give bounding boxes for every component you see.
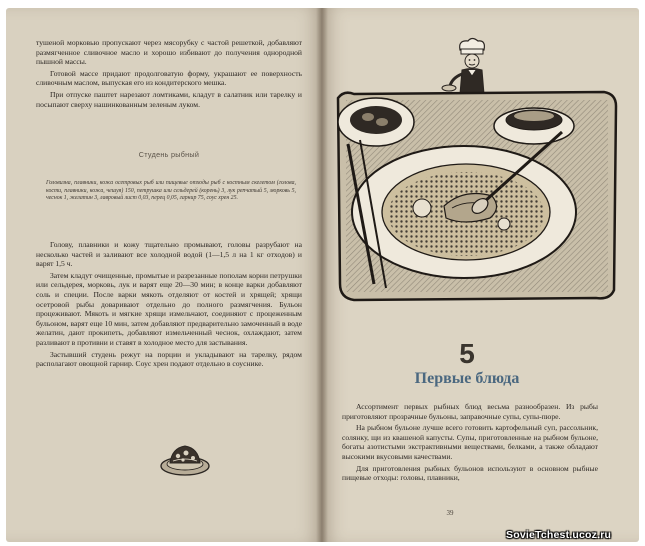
book-spine [316, 8, 328, 542]
chapter-paragraph: Для приготовления рыбных бульонов используют в основном рыбные пищевые отходы: головы, плавники, [342, 463, 598, 483]
chapter-number: 5 [459, 338, 475, 369]
recipe-instructions [36, 240, 302, 371]
instruction-paragraph: Застывший студень режут на порции и укладывают на тарелку, рядом располагают овощной гарнир. Соус хрен подают отдельно в соуснике. [36, 349, 302, 369]
chapter-paragraph: На рыбном бульоне лучше всего готовить картофельный суп, рассольник, солянку, щи из квашеной капусты. Супы, приготовленные на рыбном бульоне, богаты азотистыми экстрактивными веществами, белками, а также обладают высокими вкусовыми качествами. [342, 423, 598, 461]
instruction-paragraph: Затем кладут очищенные, промытые и разрезанные пополам корни петрушки или сельдерея, морковь, лук и варят еще 20—30 мин; в конце варки добавляют соль и специи. После варки мякоть отделяют от костей и хрящей; хрящи осетровой рыбы доваривают отдельно до полного размягчения. Бульон процеживают. Мякоть и мягкие хрящи измельчают, соединяют с процеженным бульоном, варят еще 10 мин, затем добавляют предварительно замоченный в воде желатин, дают прокипеть, добавляют измельченный чеснок, охлаждают, затем разливают в противни и ставят в холодное место для застывания. [36, 270, 302, 347]
intro-paragraph: При отпуске паштет нарезают ломтиками, кладут в салатник или тарелку и посыпают сверху нашинкованным зеленым луком. [36, 89, 302, 109]
page-number: 39 [446, 509, 454, 517]
site-watermark: SovieTchest.ucoz.ru [506, 529, 612, 541]
small-dish-illustration [158, 436, 212, 478]
left-intro-text [36, 38, 302, 111]
chapter-text [342, 402, 598, 485]
chapter-title: Первые блюда [414, 370, 520, 387]
instruction-paragraph: Голову, плавники и кожу тщательно промывают, головы разрубают на несколько частей и заливают все холодной водой (1—1,5 л на 1 кг отходов) и варят 1,5 ч. [36, 240, 302, 269]
intro-paragraph: Готовой массе придают продолговатую форму, украшают ее поверхность сливочным маслом, выпуская его из кондитерского мешка. [36, 68, 302, 88]
recipe-title: Студень рыбный [138, 150, 200, 159]
recipe-ingredients: Головизна, плавники, кожа осетровых рыб или пищевые отходы рыб с костным скелетом (голова, кости, плавники, кожа, чешуя) 150, петрушка или сельдерей (корень) 3, лук репчатый 5, морковь 5, чеснок 1, желатин 3, лавровый лист 0,03, перец 0,05, гарнир 75, соус хрен 25. [46, 180, 296, 202]
fish-soup-illustration [334, 84, 620, 304]
intro-paragraph: тушеной морковью пропускают через мясорубку с частой решеткой, добавляют размягченное сливочное масло и хорошо избивают до получения однородной пышной массы. [36, 38, 302, 67]
chapter-paragraph: Ассортимент первых рыбных блюд весьма разнообразен. Из рыбы приготовляют прозрачные бульоны, заправочные супы, супы-пюре. [342, 402, 598, 421]
